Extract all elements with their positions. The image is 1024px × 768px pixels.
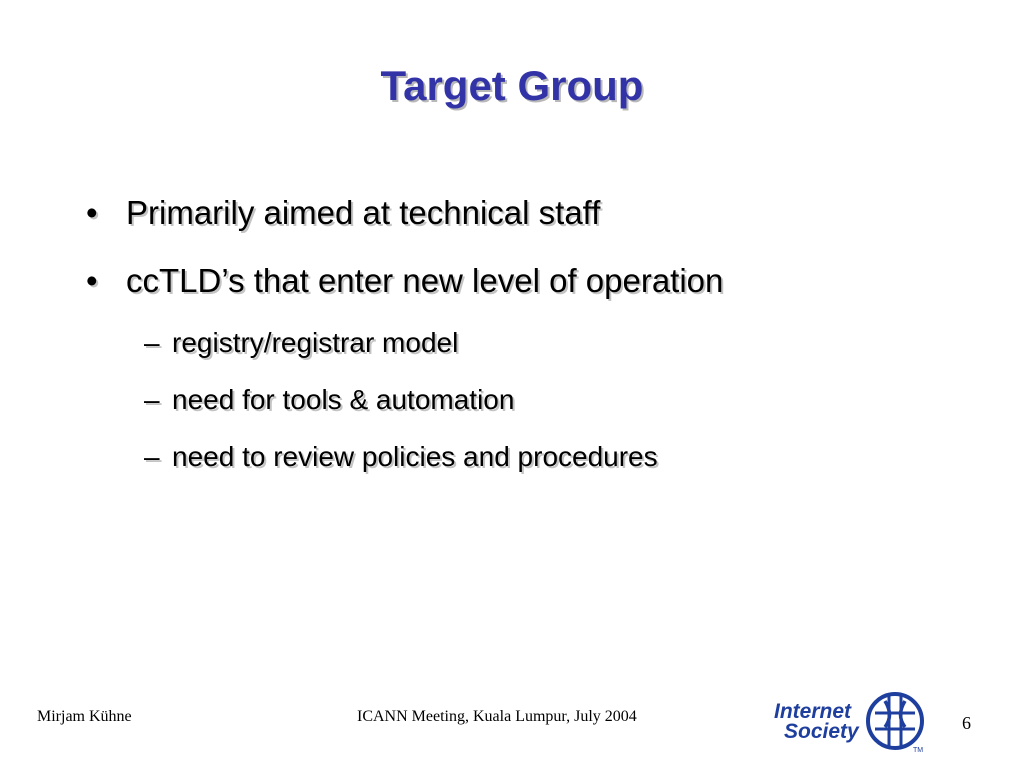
bullet-text: ccTLD’s that enter new level of operation bbox=[126, 262, 724, 299]
globe-icon bbox=[868, 694, 922, 748]
sub-bullet-text: need to review policies and procedures bbox=[172, 441, 658, 472]
page-number: 6 bbox=[962, 713, 971, 733]
svg-text:Internet: Internet bbox=[774, 700, 852, 723]
bullet-text: Primarily aimed at technical staff bbox=[126, 194, 601, 231]
sub-bullet-marker: – bbox=[144, 384, 160, 415]
bullet-marker: • bbox=[86, 194, 98, 231]
slide-title: Target Group bbox=[380, 62, 644, 109]
sub-bullet-text: need for tools & automation bbox=[172, 384, 515, 415]
sub-bullet-text: registry/registrar model bbox=[172, 327, 459, 358]
footer-event: ICANN Meeting, Kuala Lumpur, July 2004 bbox=[357, 708, 637, 725]
bullet-marker: • bbox=[86, 262, 98, 299]
internet-society-logo bbox=[770, 686, 930, 756]
svg-text:TM: TM bbox=[913, 747, 924, 754]
svg-text:Society: Society bbox=[784, 720, 859, 743]
footer-author: Mirjam Kühne bbox=[37, 708, 132, 725]
sub-bullet-marker: – bbox=[144, 327, 160, 358]
sub-bullet-marker: – bbox=[144, 441, 160, 472]
